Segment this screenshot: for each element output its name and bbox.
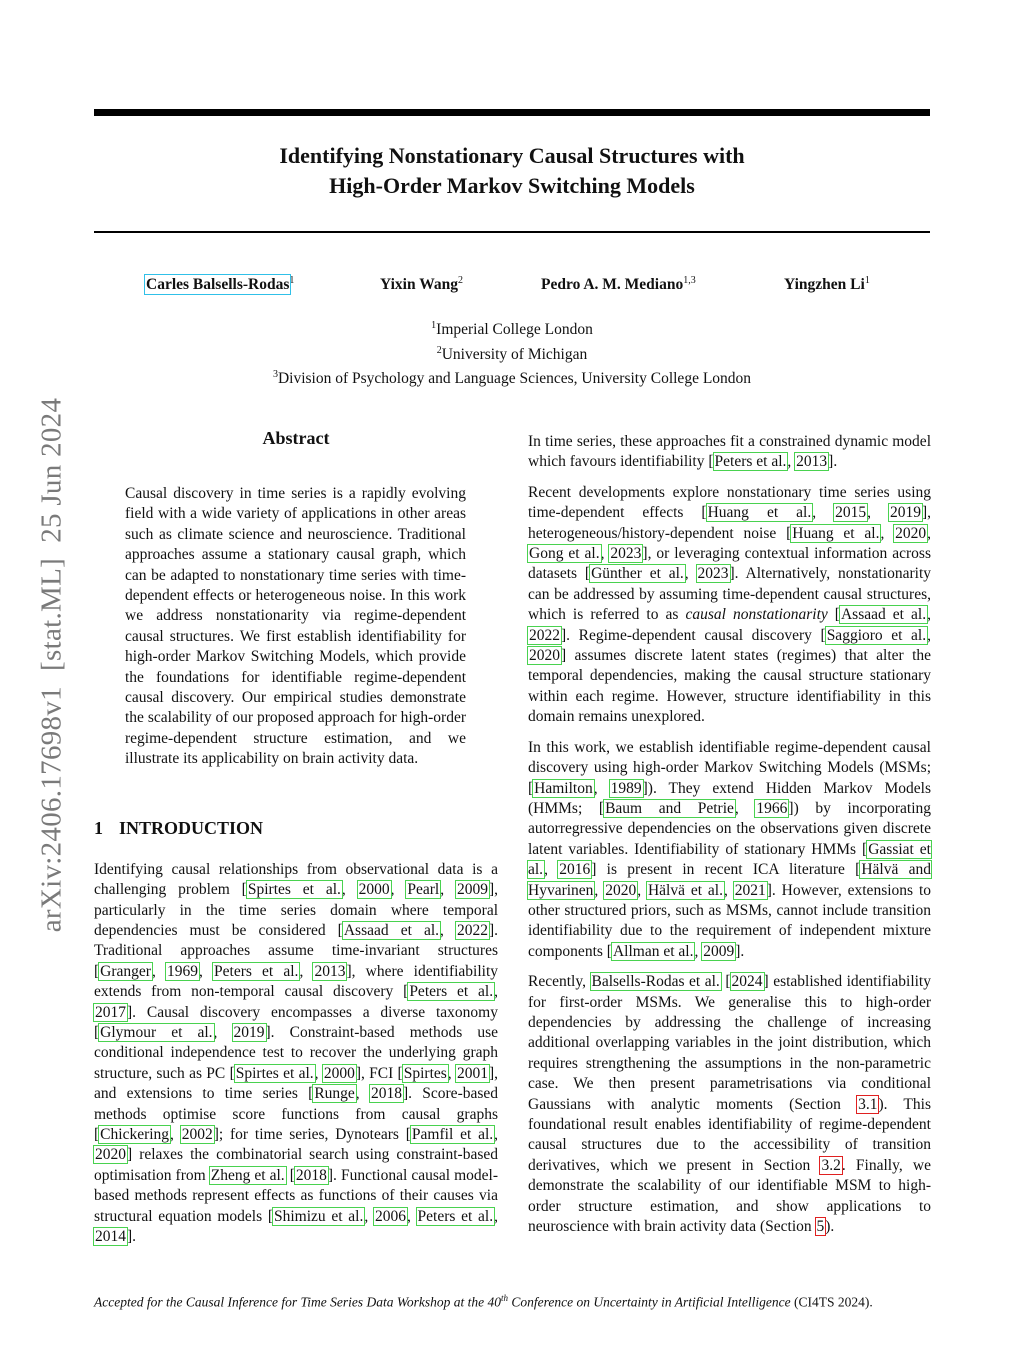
paragraph-text: ]. Causal discovery encompasses a diverse taxonomy [: [94, 1003, 498, 1041]
citation-link[interactable]: Granger: [100, 962, 151, 980]
citation-link[interactable]: Balsells-Rodas et al.: [591, 973, 720, 991]
paragraph-text: Recently,: [528, 973, 591, 991]
paragraph-text: ,: [544, 861, 559, 879]
paragraph-text: ]). They extend Hidden Markov Models (HMMs; [: [528, 779, 931, 817]
paragraph-text: ,: [694, 942, 703, 960]
citation-link[interactable]: 2023: [610, 545, 642, 563]
paragraph-text: ). This foundational result enables identifiability of regime-dependent causal structures due to the accessibility of transition derivatives, which we present in Section: [528, 1095, 931, 1174]
citation-link[interactable]: 2019: [889, 504, 921, 522]
citation-link[interactable]: 2013: [796, 453, 828, 471]
citation-link[interactable]: Spirtes: [403, 1064, 447, 1082]
paragraph-text: ] is present in recent ICA literature [: [591, 861, 861, 879]
paragraph-text: ].: [127, 1228, 137, 1245]
paragraph-text: ,: [594, 881, 605, 899]
paragraph-text: ,: [355, 1085, 370, 1103]
title-line-2: High-Order Markov Switching Models: [329, 173, 695, 198]
paragraph-text: ], where identifiability extends from non-temporal causal discovery [: [94, 962, 499, 1001]
paragraph-text: ] established identifiability for first-order MSMs. We generalise this to high-order dependencies by addressing the challenge of increasing additional overlapping variables in the joint distribution, which requires strengthening the assumptions in the non-parametric case. We then present parametrisations via conditional Gaussians with analytic moments (Section: [528, 973, 931, 1113]
author-4: [784, 275, 870, 294]
section-number: 1: [94, 817, 103, 838]
author-1[interactable]: [146, 275, 294, 294]
author-3-affil-mark: 1,3: [683, 275, 696, 286]
paragraph-text: ] relaxes the combinatorial search using constraint-based optimisation from: [94, 1146, 498, 1184]
author-3: [541, 275, 696, 294]
affiliations: [94, 316, 930, 390]
author-1-affil-mark: 1: [289, 275, 295, 286]
paragraph-text: ,: [151, 962, 166, 980]
paragraph-text: ].: [828, 453, 838, 471]
citation-link[interactable]: 2018: [370, 1085, 402, 1103]
intro-paragraph-5: [528, 972, 931, 1237]
citation-link[interactable]: Assaad et al.: [343, 921, 440, 939]
paragraph-text: In this work, we establish identifiable regime-dependent causal discovery using high-order Markov Switching Models (MSMs; [: [528, 738, 931, 797]
citation-link[interactable]: Hälvä and Hyvarinen: [528, 861, 932, 899]
paragraph-text: ,: [927, 626, 931, 644]
paragraph-text: ,: [341, 881, 358, 899]
paragraph-text: ].: [735, 942, 745, 960]
citation-link[interactable]: Gong et al.: [529, 545, 600, 563]
title-top-rule: [94, 109, 930, 116]
citation-link[interactable]: 2014: [95, 1228, 126, 1245]
citation-link[interactable]: Peters et al.: [417, 1207, 494, 1225]
paragraph-text: ]. Score-based methods optimise score functions from causal graphs [: [94, 1085, 499, 1143]
title-bottom-rule: [94, 231, 930, 233]
citation-link[interactable]: 1989: [610, 779, 642, 797]
citation-link[interactable]: Runge: [314, 1085, 355, 1103]
paragraph-text: ,: [867, 504, 889, 522]
citation-link[interactable]: 2022: [456, 921, 488, 939]
citation-link[interactable]: 2024: [731, 973, 763, 991]
affiliation-2: [94, 341, 930, 366]
paragraph-text: ], and extensions to time series [: [94, 1064, 499, 1103]
intro-paragraph-2: [528, 432, 931, 473]
footer-text-start: Accepted for the Causal Inference for Time Series Data Workshop at the 40: [94, 1294, 501, 1310]
citation-link[interactable]: Hamilton: [534, 779, 593, 797]
citation-link[interactable]: 2009: [703, 942, 735, 960]
paragraph-text: ]. Regime-dependent causal discovery [: [561, 626, 826, 644]
paper-title: [94, 141, 930, 201]
citation-link[interactable]: 2001: [456, 1064, 488, 1082]
paragraph-text: ] assumes discrete latent states (regimes) that alter the temporal dependencies, making the causal structure stationary within each regime. However, structure identifiability in this domain remains unexplored.: [528, 647, 931, 726]
citation-link[interactable]: Pearl: [407, 881, 440, 899]
affiliation-3-text: Division of Psychology and Language Sciences, University College London: [277, 370, 752, 388]
paragraph-text: ).: [825, 1218, 835, 1236]
affiliation-1-mark: 1: [431, 320, 437, 331]
citation-link[interactable]: 2020: [95, 1146, 126, 1164]
citation-link[interactable]: Huang et al.: [792, 524, 880, 542]
footer-superscript: th: [500, 1293, 508, 1303]
citation-link[interactable]: 2018: [295, 1166, 327, 1184]
paragraph-text: ,: [364, 1207, 374, 1225]
citation-link[interactable]: Peters et al.: [409, 983, 494, 1001]
paragraph-text: ,: [213, 1023, 233, 1041]
section-ref-link[interactable]: 3.2: [821, 1156, 841, 1174]
paragraph-text: ,: [494, 983, 498, 1001]
paragraph-text: . Finally, we demonstrate the scalability of our identifiable MSM to high-order structure estimation, and show applications to neuroscience with brain activity data (Section: [528, 1156, 931, 1236]
paragraph-text: ,: [198, 962, 214, 980]
footer-text-end: Conference on Uncertainty in Artificial Intelligence: [507, 1294, 791, 1310]
right-column: [528, 432, 931, 1247]
left-column: [94, 426, 498, 1257]
affiliation-1: [94, 316, 930, 341]
paragraph-text: ]. Functional causal model-based methods represent effects as functions of their causes via structural equation models [: [94, 1166, 498, 1225]
citation-link[interactable]: 2000: [323, 1064, 355, 1082]
citation-link[interactable]: 2017: [95, 1003, 126, 1021]
paragraph-text: ,: [390, 881, 407, 899]
paragraph-text: ,: [684, 565, 697, 583]
citation-link[interactable]: Gassiat et al.: [528, 840, 931, 879]
citation-link[interactable]: Spirtes et al.: [235, 1064, 314, 1082]
author-4-name: Yingzhen Li: [784, 276, 865, 294]
abstract-text: Causal discovery in time series is a rapidly evolving field with a wide variety of applications in other areas such as climate science and neuroscience. Traditional approaches assume a stationary causal graph, which can be adapted to nonstationary time series with time-dependent effects or heterogeneous noise. In this work we address nonstationarity via regime-dependent causal structures. We first establish identifiability for high-order Markov Switching Models, which provide the foundations for identifiable regime-dependent causal discovery. Our empirical studies demonstrate the scalability of our proposed approach for high-order regime-dependent structure estimation, and we illustrate its applicability on brain activity data.: [125, 485, 466, 768]
citation-link[interactable]: Chickering: [100, 1125, 170, 1143]
citation-link[interactable]: 2020: [605, 881, 637, 899]
citation-link[interactable]: Spirtes et al.: [247, 881, 341, 899]
affiliation-2-text: University of Michigan: [441, 345, 588, 363]
section-ref-link[interactable]: 5: [816, 1218, 825, 1236]
citation-link[interactable]: 2020: [895, 524, 927, 542]
citation-link[interactable]: 2015: [835, 504, 867, 522]
author-2-name: Yixin Wang: [380, 276, 458, 294]
citation-link[interactable]: Hälvä et al.: [647, 881, 723, 899]
paragraph-text: ,: [314, 1064, 323, 1082]
paragraph-text: ,: [927, 606, 931, 624]
paragraph-text: ,: [734, 799, 756, 817]
citation-link[interactable]: 2023: [697, 565, 729, 583]
paragraph-text: ,: [637, 881, 647, 899]
citation-link[interactable]: Pamfil et al.: [411, 1125, 494, 1143]
intro-paragraph-3: [528, 483, 931, 728]
paragraph-text: ]; for time series, Dynotears [: [213, 1125, 411, 1143]
paragraph-text: [: [720, 973, 731, 991]
author-3-name: Pedro A. M. Mediano: [541, 276, 684, 294]
footer-venue-abbr: (CI4TS 2024).: [794, 1294, 873, 1310]
intro-paragraph-1: [94, 860, 498, 1248]
abstract-heading: Abstract: [262, 428, 330, 448]
citation-link[interactable]: 2006: [374, 1207, 406, 1225]
paragraph-text: [: [285, 1166, 295, 1184]
author-1-name[interactable]: Carles Balsells-Rodas: [146, 276, 290, 294]
citation-link[interactable]: Zheng et al.: [210, 1166, 285, 1184]
paragraph-text: ]) by incorporating autorregressive dependencies on the observations given discrete latent variables. Identifiability of stationary HMMs [: [528, 799, 932, 858]
author-2: [380, 275, 463, 294]
paragraph-text: ]. Alternatively, nonstationarity can be addressed by assuming time-dependent causal structures, which is referred to as: [528, 565, 932, 624]
paragraph-text: ,: [447, 1064, 456, 1082]
affiliation-3-mark: 3: [272, 369, 278, 381]
citation-link[interactable]: 1969: [166, 962, 198, 980]
title-line-1: Identifying Nonstationary Causal Structures with: [279, 143, 745, 168]
author-list: [94, 275, 930, 299]
citation-link[interactable]: Huang et al.: [707, 504, 812, 522]
citation-link[interactable]: Peters et al.: [214, 962, 299, 980]
affiliation-3: [94, 365, 930, 390]
citation-link[interactable]: 2016: [559, 861, 591, 879]
paragraph-text: ,: [600, 545, 610, 563]
paragraph-text: ]. Constraint-based methods use conditional independence test to recover the underlying graph structure, such as PC [: [94, 1023, 498, 1082]
paragraph-text: Identifying causal relationships from observational data is a challenging problem [: [94, 860, 498, 899]
paragraph-text: ], heterogeneous/history-dependent noise [: [528, 504, 932, 542]
venue-footer: [94, 1293, 994, 1311]
citation-link[interactable]: 2013: [314, 962, 346, 980]
paragraph-text: ,: [406, 1207, 417, 1225]
emphasis-text: causal nonstationarity: [685, 606, 828, 624]
citation-link[interactable]: 2002: [181, 1125, 213, 1143]
citation-link[interactable]: 2019: [233, 1023, 265, 1041]
paragraph-text: ]. Traditional approaches assume time-invariant structures [: [94, 921, 499, 980]
paragraph-text: ,: [170, 1125, 181, 1143]
paragraph-text: [: [827, 606, 840, 624]
citation-link[interactable]: Baum and Petrie: [605, 799, 734, 817]
paragraph-text: ,: [723, 881, 734, 899]
citation-link[interactable]: 1966: [756, 799, 788, 817]
paragraph-text: ], FCI [: [355, 1064, 403, 1082]
paragraph-text: ], or leveraging contextual information across datasets [: [528, 545, 931, 583]
paragraph-text: Recent developments explore nonstationary time series using time-dependent effects [: [528, 483, 931, 522]
citation-link[interactable]: 2022: [529, 626, 560, 644]
citation-link[interactable]: Glymour et al.: [100, 1023, 213, 1041]
citation-link[interactable]: Saggioro et al.: [826, 626, 927, 644]
paragraph-text: ,: [494, 1207, 498, 1225]
citation-link[interactable]: Allman et al.: [612, 942, 694, 960]
arxiv-identifier-stamp: arXiv:2406.17698v1 [stat.ML] 25 Jun 2024: [35, 397, 68, 933]
affiliation-2-mark: 2: [436, 344, 442, 356]
paragraph-text: ,: [440, 921, 456, 939]
paragraph-text: ,: [927, 524, 932, 542]
paragraph-text: In time series, these approaches fit a constrained dynamic model which favours identifiability [: [528, 433, 931, 471]
citation-link[interactable]: Peters et al.: [714, 453, 787, 471]
affiliation-1-text: Imperial College London: [436, 321, 593, 339]
citation-link[interactable]: 2021: [734, 881, 766, 899]
citation-link[interactable]: 2009: [457, 881, 488, 899]
intro-paragraph-4: [528, 738, 931, 962]
paragraph-text: ,: [299, 962, 314, 980]
paragraph-text: ,: [880, 524, 895, 542]
citation-link[interactable]: Assaad et al.: [840, 606, 927, 624]
section-title-text: INTRODUCTION: [119, 817, 264, 838]
author-4-affil-mark: 1: [864, 275, 870, 286]
paragraph-text: ,: [812, 504, 835, 522]
paragraph-text: ,: [787, 453, 796, 471]
author-2-affil-mark: 2: [457, 275, 463, 286]
citation-link[interactable]: 2020: [529, 647, 560, 665]
citation-link[interactable]: 2000: [358, 881, 390, 899]
section-heading-introduction: [94, 816, 498, 840]
paragraph-text: ,: [593, 779, 610, 797]
paragraph-text: ,: [494, 1125, 498, 1143]
section-ref-link[interactable]: 3.1: [858, 1095, 878, 1113]
citation-link[interactable]: Shimizu et al.: [274, 1207, 364, 1225]
paragraph-text: ], particularly in the time series domain where temporal dependencies must be considered [: [94, 881, 499, 939]
citation-link[interactable]: Günther et al.: [591, 565, 684, 583]
paragraph-text: ]. However, extensions to other structured priors, such as MSMs, cannot include transition identifiability due to the requirement of independent mixture components [: [528, 881, 932, 960]
paragraph-text: ,: [440, 881, 456, 899]
